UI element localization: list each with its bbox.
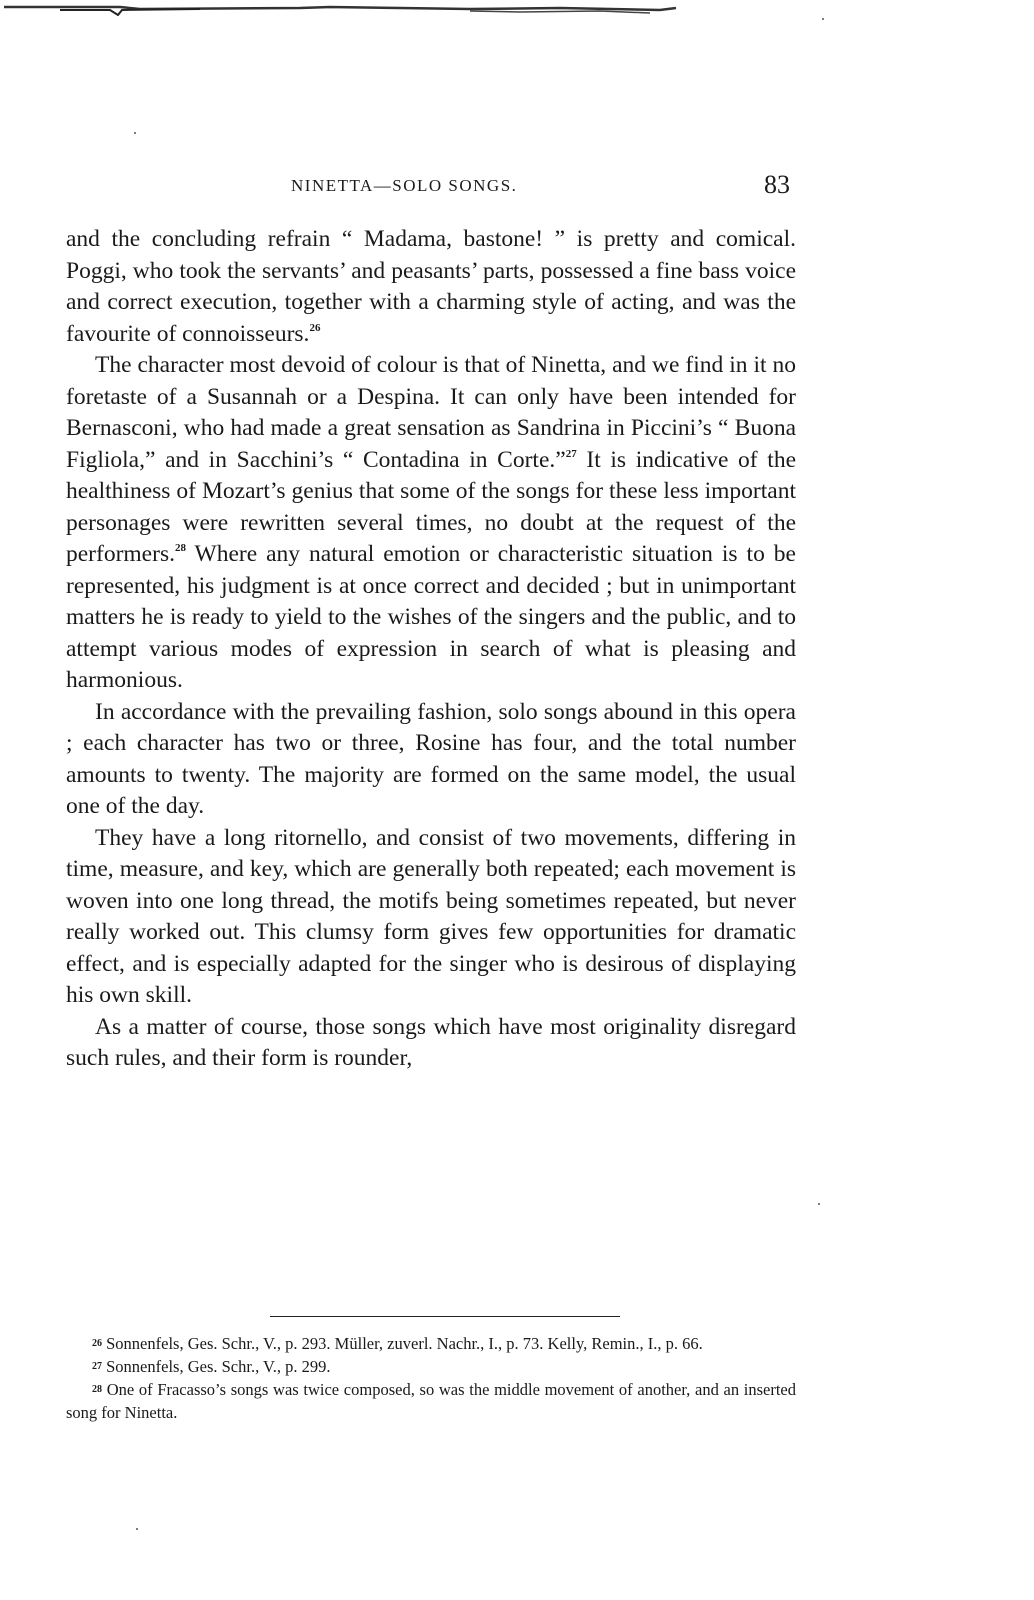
footnote-text: Sonnenfels, Ges. Schr., V., p. 293. Müller, zuverl. Nachr., I., p. 73. Kelly, Remin., I., p. 66. [106,1334,703,1353]
footnotes [66,1332,796,1424]
footnote-divider [270,1316,620,1317]
text-run: It is indicative of the healthiness of Mozart’s genius that some of the songs for these less important personages were rewritten several times, no doubt at the request of the performers. [66,446,796,567]
body-text [66,224,796,1075]
footnote-ref[interactable]: 28 [174,542,186,554]
footnote-mark: 27 [92,1361,102,1372]
text-run: In accordance with the prevailing fashion, solo songs abound in this opera ; each character has two or three, Rosine has four, and the total number amounts to twenty. The majority are formed on the same model, the usual one of the day. [66,698,796,819]
paragraph [66,350,796,697]
footnote [66,1378,796,1424]
paragraph [66,224,796,350]
text-run: As a matter of course, those songs which have most originality disregard such rules, and their form is rounder, [66,1013,796,1071]
footnote-mark: 28 [92,1384,102,1395]
text-run: The character most devoid of colour is that of Ninetta, and we find in it no foretaste of a Susannah or a Despina. It can only have been intended for Bernasconi, who had made a great sensation as Sandrina in Piccini’s “ Buona Figliola,” and in Sacchini’s “ Contadina in Corte.” [66,352,796,473]
footnote-ref[interactable]: 26 [309,321,321,334]
running-title: NINETTA—SOLO SONGS. [291,176,518,195]
footnote-text: One of Fracasso’s songs was twice composed, so was the middle movement of another, and an inserted song for Ninetta. [66,1380,797,1422]
scan-speck [818,1203,820,1205]
scan-speck [136,1528,138,1530]
paragraph [66,823,796,1012]
footnote-mark: 26 [92,1338,102,1349]
footnote [66,1355,796,1378]
page-header [66,170,796,204]
scan-speck [134,132,136,134]
footnote [66,1332,796,1355]
footnote-ref[interactable]: 27 [565,447,577,460]
text-run: Where any natural emotion or characteristic situation is to be represented, his judgment is at once correct and decided ; but in unimportant matters he is ready to yield to the wishes of the singers and the public, and to attempt various modes of expression in search of what is pleasing and harmonious. [66,541,796,693]
scan-speck [822,18,824,20]
text-run: and the concluding refrain “ Madama, bastone! ” is pretty and comical. Poggi, who took the servants’ and peasants’ parts, possessed a fine bass voice and correct execution, together with a charming style of acting, and was the favourite of connoisseurs. [66,226,796,347]
paragraph [66,1012,796,1075]
text-run: They have a long ritornello, and consist of two movements, differing in time, measure, and key, which are generally both repeated; each movement is woven into one long thread, the motifs being sometimes repeated, but never really worked out. This clumsy form gives few opportunities for dramatic effect, and is especially adapted for the singer who is desirous of displaying his own skill. [66,824,796,1008]
footnote-text: Sonnenfels, Ges. Schr., V., p. 299. [106,1357,331,1376]
page-number: 83 [764,170,790,199]
scan-edge-artifact [0,4,680,16]
paragraph [66,697,796,823]
